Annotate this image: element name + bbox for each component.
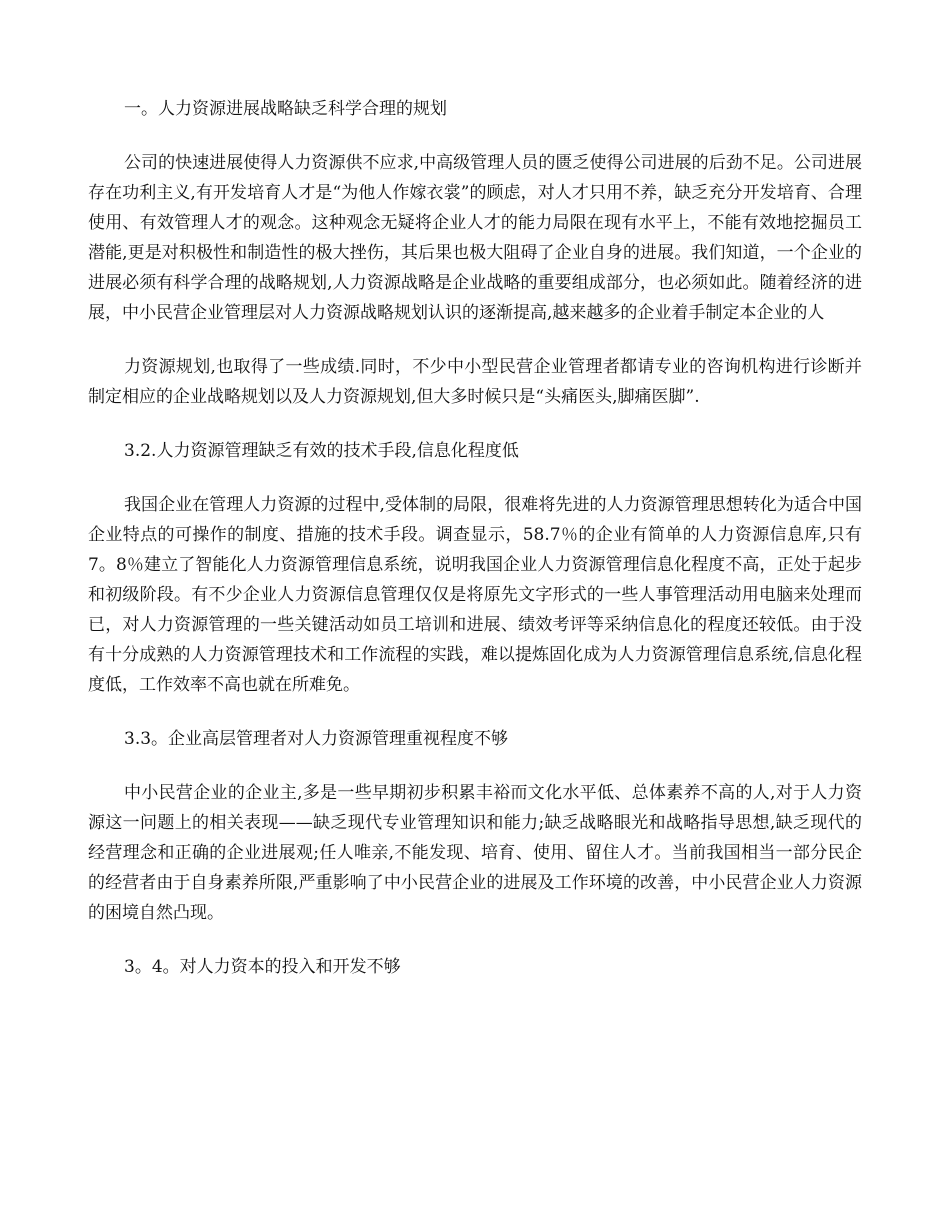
section-heading-3-4: 3。4。对人力资本的投入和开发不够: [124, 957, 401, 977]
paragraph-1: 公司的快速进展使得人力资源供不应求,中高级管理人员的匮乏使得公司进展的后劲不足。公司进展存在功利主义,有开发培育人才是“为他人作嫁衣裳”的顾虑，对人才只用不养，缺乏充分开发培育、合理使用、有效管理人才的观念。这种观念无疑将企业人才的能力局限在现有水平上，不能有效地挖掘员工潜能,更是对积极性和制造性的极大挫伤，其后果也极大阻碍了企业自身的进展。我们知道，一个企业的进展必须有科学合理的战略规划,人力资源战略是企业战略的重要组成部分，也必须如此。随着经济的进展，中小民营企业管理层对人力资源战略规划认识的逐渐提高,越来越多的企业着手制定本企业的人: [88, 153, 862, 323]
paragraph-4: 中小民营企业的企业主,多是一些早期初步积累丰裕而文化水平低、总体素养不高的人,对于人力资源这一问题上的相关表现——缺乏现代专业管理知识和能力;缺乏战略眼光和战略指导思想,缺乏现代的经营理念和正确的企业进展观;任人唯亲,不能发现、培育、使用、留住人才。当前我国相当一部分民企的经营者由于自身素养所限,严重影响了中小民营企业的进展及工作环境的改善，中小民营企业人力资源的困境自然凸现。: [88, 783, 862, 923]
paragraph-2: 力资源规划,也取得了一些成绩.同时，不少中小型民营企业管理者都请专业的咨询机构进行诊断并制定相应的企业战略规划以及人力资源规划,但大多时候只是“头痛医头,脚痛医脚”.: [88, 357, 862, 407]
section-heading-3-2: 3.2.人力资源管理缺乏有效的技术手段,信息化程度低: [124, 441, 519, 461]
section-heading-1: 一。人力资源进展战略缺乏科学合理的规划: [124, 99, 447, 119]
document-page: [88, 94, 862, 1006]
section-heading-3-3: 3.3。企业高层管理者对人力资源管理重视程度不够: [124, 729, 509, 749]
paragraph-3: 我国企业在管理人力资源的过程中,受体制的局限，很难将先进的人力资源管理思想转化为适合中国企业特点的可操作的制度、措施的技术手段。调查显示，58.7％的企业有简单的人力资源信息库,只有 7。8％建立了智能化人力资源管理信息系统，说明我国企业人力资源管理信息化程度不高，正处于起步和初级阶段。有不少企业人力资源信息管理仅仅是将原先文字形式的一些人事管理活动用电脑来处理而已，对人力资源管理的一些关键活动如员工培训和进展、绩效考评等采纳信息化的程度还较低。由于没有十分成熟的人力资源管理技术和工作流程的实践，难以提炼固化成为人力资源管理信息系统,信息化程度低，工作效率不高也就在所难免。: [88, 495, 862, 695]
